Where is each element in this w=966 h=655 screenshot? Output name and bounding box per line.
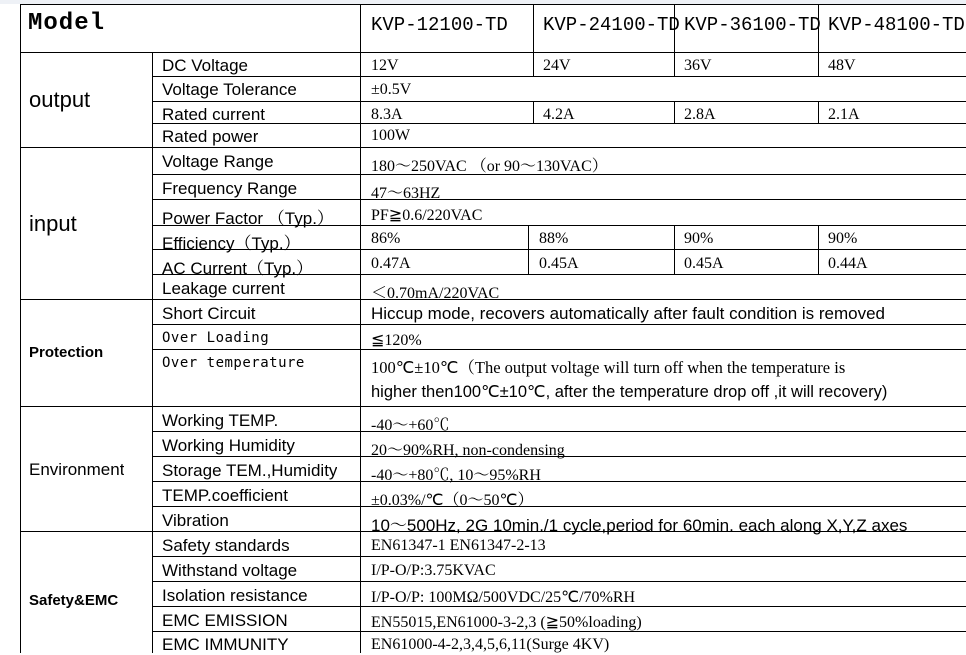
row-label-efficiency: Efficiency（Typ.） xyxy=(162,234,301,253)
efficiency-value: 86% xyxy=(371,230,401,247)
row-label-emc-emission: EMC EMISSION xyxy=(162,611,288,630)
temp-coefficient-value: ±0.03%/℃（0～50℃） xyxy=(371,492,534,509)
safety-standards-value: EN61347-1 EN61347-2-13 xyxy=(371,537,546,554)
efficiency-value: 90% xyxy=(828,230,858,247)
model-name: KVP-12100-TD xyxy=(371,14,508,36)
model-name: KVP-36100-TD xyxy=(684,14,821,36)
row-label-ac-current: AC Current（Typ.） xyxy=(162,259,314,278)
vibration-value: 10～500Hz, 2G 10min./1 cycle,period for 60min. each along X,Y,Z axes xyxy=(371,516,908,535)
emc-immunity-value: EN61000-4-2,3,4,5,6,11(Surge 4KV) xyxy=(371,636,610,653)
rated-current-value: 8.3A xyxy=(371,106,403,123)
row-label-leakage-current: Leakage current xyxy=(162,279,285,298)
row-label-vibration: Vibration xyxy=(162,511,229,530)
row-label-withstand-voltage: Withstand voltage xyxy=(162,561,298,580)
row-label-temp-coefficient: TEMP.coefficient xyxy=(162,486,288,505)
withstand-voltage-value: I/P-O/P:3.75KVAC xyxy=(371,562,496,579)
section-output: output xyxy=(29,87,91,112)
voltage-range-value: 180～250VAC （or 90～130VAC） xyxy=(371,158,608,175)
section-input: input xyxy=(29,211,77,236)
ac-current-value: 0.47A xyxy=(371,255,411,272)
row-label-emc-immunity: EMC IMMUNITY xyxy=(162,635,289,654)
model-name: KVP-48100-TD xyxy=(828,14,965,36)
row-label-safety-standards: Safety standards xyxy=(162,536,290,555)
rated-current-value: 2.1A xyxy=(828,106,860,123)
row-label-over-loading: Over Loading xyxy=(162,330,270,346)
efficiency-value: 90% xyxy=(684,230,714,247)
working-humidity-value: 20～90%RH, non-condensing xyxy=(371,442,565,459)
row-label-short-circuit: Short Circuit xyxy=(162,304,256,323)
row-label-voltage-range: Voltage Range xyxy=(162,152,274,171)
ac-current-value: 0.44A xyxy=(828,255,868,272)
over-temperature-value-line1: 100℃±10℃（The output voltage will turn off when the temperature is xyxy=(371,358,846,377)
storage-value: -40～+80℃, 10～95%RH xyxy=(371,467,541,484)
over-loading-value: ≦120% xyxy=(371,332,422,349)
row-label-frequency-range: Frequency Range xyxy=(162,179,298,198)
working-temp-value: -40～+60℃ xyxy=(371,417,450,434)
model-name: KVP-24100-TD xyxy=(543,14,680,36)
rated-current-value: 4.2A xyxy=(543,106,575,123)
row-label-rated-current: Rated current xyxy=(162,105,265,124)
row-label-power-factor: Power Factor （Typ.） xyxy=(162,209,334,228)
dc-voltage-value: 12V xyxy=(371,57,399,74)
row-label-over-temperature: Over temperature xyxy=(162,355,305,371)
power-factor-value: PF≧0.6/220VAC xyxy=(371,207,483,224)
dc-voltage-value: 36V xyxy=(684,57,712,74)
leakage-current-value: ＜0.70mA/220VAC xyxy=(371,285,500,302)
row-label-working-humidity: Working Humidity xyxy=(162,436,295,455)
voltage-tolerance-value: ±0.5V xyxy=(371,81,412,98)
row-label-dc-voltage: DC Voltage xyxy=(162,56,248,75)
model-label: Model xyxy=(28,10,106,37)
rated-current-value: 2.8A xyxy=(684,106,716,123)
row-label-working-temp: Working TEMP. xyxy=(162,411,279,430)
row-label-rated-power: Rated power xyxy=(162,127,259,146)
dc-voltage-value: 24V xyxy=(543,57,571,74)
short-circuit-value: Hiccup mode, recovers automatically after fault condition is removed xyxy=(371,304,886,323)
isolation-resistance-value: I/P-O/P: 100MΩ/500VDC/25℃/70%RH xyxy=(371,589,636,606)
frequency-range-value: 47～63HZ xyxy=(371,185,441,202)
rated-power-value: 100W xyxy=(371,127,411,144)
over-temperature-value-line2: higher then100℃±10℃, after the temperature drop off ,it will recovery) xyxy=(371,383,888,401)
section-safety: Safety&EMC xyxy=(29,592,119,609)
emc-emission-value: EN55015,EN61000-3-2,3 (≧50%loading) xyxy=(371,614,642,631)
row-label-voltage-tolerance: Voltage Tolerance xyxy=(162,80,297,99)
row-label-storage: Storage TEM.,Humidity xyxy=(162,461,338,480)
section-protection: Protection xyxy=(29,344,104,361)
dc-voltage-value: 48V xyxy=(828,57,856,74)
section-environment: Environment xyxy=(29,460,125,479)
row-label-isolation-resistance: Isolation resistance xyxy=(162,586,308,605)
efficiency-value: 88% xyxy=(539,230,569,247)
ac-current-value: 0.45A xyxy=(684,255,724,272)
ac-current-value: 0.45A xyxy=(539,255,579,272)
